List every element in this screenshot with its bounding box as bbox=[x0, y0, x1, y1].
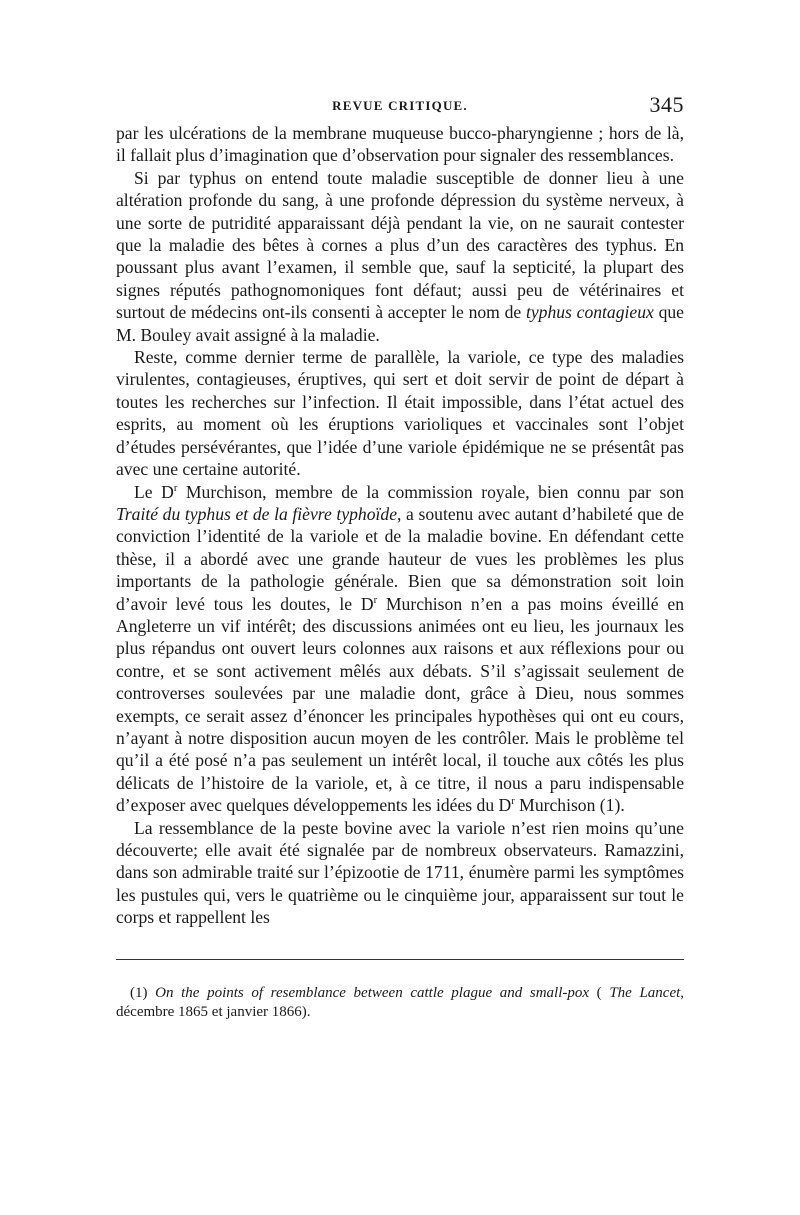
term-typhus-contagieux: typhus contagieux bbox=[525, 302, 654, 323]
paragraph-4 bbox=[116, 481, 684, 817]
superscript-r-2: r bbox=[373, 594, 378, 606]
superscript-r-3: r bbox=[511, 796, 515, 808]
paragraph-3: Reste, comme dernier terme de parallèle, la variole, ce type des maladies virulentes, contagieuses, éruptives, qui sert et doit servir de point de départ à toutes les recherches sur l’infection. Il était impossible, dans l’état actuel des esprits, au moment où les éruptions varioliques et vaccinales sont l’objet d’études persévérantes, que l’idée d’une variole épidémique ne se présentât pas avec une certaine autorité. bbox=[116, 347, 684, 480]
footnote-divider bbox=[116, 959, 684, 960]
paragraph-4-text-e: Murchison (1). bbox=[519, 795, 625, 816]
book-page bbox=[116, 92, 684, 1022]
paragraph-4-text-d: Murchison n’en a pas moins éveillé en Angleterre un vif intérêt; des discussions animées ont eu lieu, les journaux les plus répandus ont ouvert leurs colonnes aux raisons et aux réflexions pour ou contre, et se sont activement mêlés aux débats. S’il s’agissait seulement de controverses soulevées par une maladie dont, grâce à Dieu, nous sommes exempts, ce serait assez d’énoncer les principales hypothèses qui ont eu cours, n’ayant à notre disposition aucun moyen de les contrôler. Mais le problème tel qu’il a été posé n’a pas seulement un intérêt local, il touche aux côtés les plus délicats de l’histoire de la variole, et, à ce titre, il nous a paru indispensable d’exposer avec quelques développements les idées du D bbox=[116, 593, 684, 816]
footnote-dates: , décembre 1865 et janvier 1866). bbox=[116, 984, 685, 1020]
paragraph-2 bbox=[116, 167, 684, 346]
paragraph-1: par les ulcérations de la membrane muqueuse bucco-pharyngienne ; hors de là, il fallait plus d’imagination que d’observation pour signaler des ressemblances. bbox=[116, 123, 684, 166]
page-number: 345 bbox=[649, 92, 684, 117]
paragraph-4-text-c: , a soutenu avec autant d’habileté que de conviction l’identité de la variole et de la maladie bovine. En défendant cette thèse, il a abordé avec une grande hauteur de vues les problèmes les plus importants de la pathologie générale. Bien que sa démonstration soit loin d’avoir levé tous les doutes, le D bbox=[116, 503, 684, 614]
superscript-r-1: r bbox=[173, 482, 178, 494]
paragraph-5: La ressemblance de la peste bovine avec la variole n’est rien moins qu’une découverte; elle avait été signalée par de nombreux observateurs. Ramazzini, dans son admirable traité sur l’épizootie de 1711, énumère parmi les symptômes les pustules qui, vers le quatrième ou le cinquième jour, apparaissent sur tout le corps et rappellent les bbox=[116, 817, 684, 928]
paragraph-4-text-a: Le D bbox=[134, 481, 174, 502]
footnote-paren: ( bbox=[596, 984, 602, 1001]
paragraph-2-text-b: que M. Bouley avait assigné à la maladie. bbox=[116, 302, 684, 345]
footnote bbox=[116, 984, 684, 1022]
footnote-marker: (1) bbox=[130, 984, 148, 1001]
footnote-article-title: On the points of resemblance between cattle plague and small-pox bbox=[155, 984, 590, 1001]
paragraph-2-text-a: Si par typhus on entend toute maladie susceptible de donner lieu à une altération profonde du sang, à une profonde dépression du système nerveux, à une sorte de putridité apparaissant déjà pendant la vie, on ne saurait contester que la maladie des bêtes à cornes a plus d’un des caractères des typhus. En poussant plus avant l’examen, il semble que, sauf la septicité, la plupart des signes réputés pathognomoniques font défaut; aussi peu de vétérinaires et surtout de médecins ont-ils consenti à accepter le nom de bbox=[116, 167, 684, 323]
running-title: REVUE CRITIQUE. bbox=[332, 98, 468, 113]
running-head bbox=[116, 92, 684, 122]
paragraph-4-text-b: Murchison, membre de la commission royale, bien connu par son bbox=[185, 481, 684, 502]
body-text bbox=[116, 122, 684, 929]
footnote-journal: The Lancet bbox=[609, 984, 681, 1001]
book-title-traite: Traité du typhus et de la fièvre typhoïde bbox=[116, 503, 398, 524]
